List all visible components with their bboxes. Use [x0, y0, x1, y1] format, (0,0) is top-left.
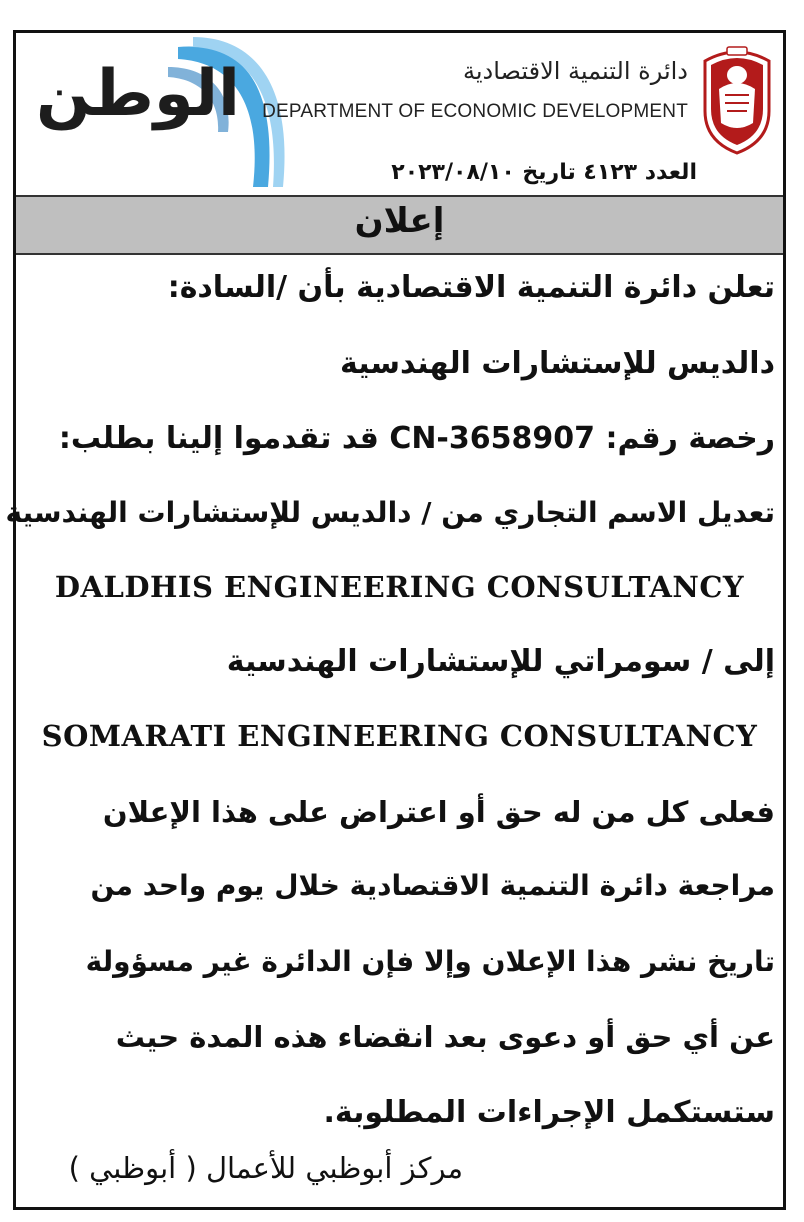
department-name-arabic: دائرة التنمية الاقتصادية	[463, 57, 688, 85]
announcement-frame	[5, 30, 786, 1210]
body-line-4: تعديل الاسم التجاري من / دالديس للإستشارات الهندسية	[5, 496, 775, 529]
body-line-2: دالديس للإستشارات الهندسية	[340, 346, 775, 381]
body-line-10: تاريخ نشر هذا الإعلان وإلا فإن الدائرة غير مسؤولة	[85, 945, 775, 978]
old-trade-name-english: DALDHIS ENGINEERING CONSULTANCY	[54, 570, 745, 604]
abu-dhabi-emblem-icon	[699, 41, 775, 157]
banner-title: إعلان	[354, 201, 445, 241]
logo-text: الوطن	[36, 57, 240, 131]
body-line-11: عن أي حق أو دعوى بعد انقضاء هذه المدة حيث	[115, 1020, 775, 1054]
body-line-1: تعلن دائرة التنمية الاقتصادية بأن /السادة:	[167, 270, 775, 305]
body-line-8: فعلى كل من له حق أو اعتراض على هذا الإعلان	[102, 795, 775, 829]
new-trade-name-english: SOMARATI ENGINEERING CONSULTANCY	[41, 719, 758, 753]
announcement-banner	[16, 195, 783, 255]
issue-number-date: العدد ٤١٢٣ تاريخ ٢٠٢٣/٠٨/١٠	[391, 160, 697, 185]
body-line-6: إلى / سومراتي للإستشارات الهندسية	[226, 644, 775, 679]
license-line: رخصة رقم: CN-3658907 قد تقدموا إلينا بطلب:	[58, 421, 775, 456]
body-line-12: ستستكمل الإجراءات المطلوبة.	[323, 1095, 775, 1130]
header	[16, 33, 783, 193]
body-line-9: مراجعة دائرة التنمية الاقتصادية خلال يوم واحد من	[90, 869, 775, 902]
footer-issuer: مركز أبوظبي للأعمال ( أبوظبي )	[68, 1151, 463, 1185]
department-name-english: DEPARTMENT OF ECONOMIC DEVELOPMENT	[262, 101, 688, 122]
